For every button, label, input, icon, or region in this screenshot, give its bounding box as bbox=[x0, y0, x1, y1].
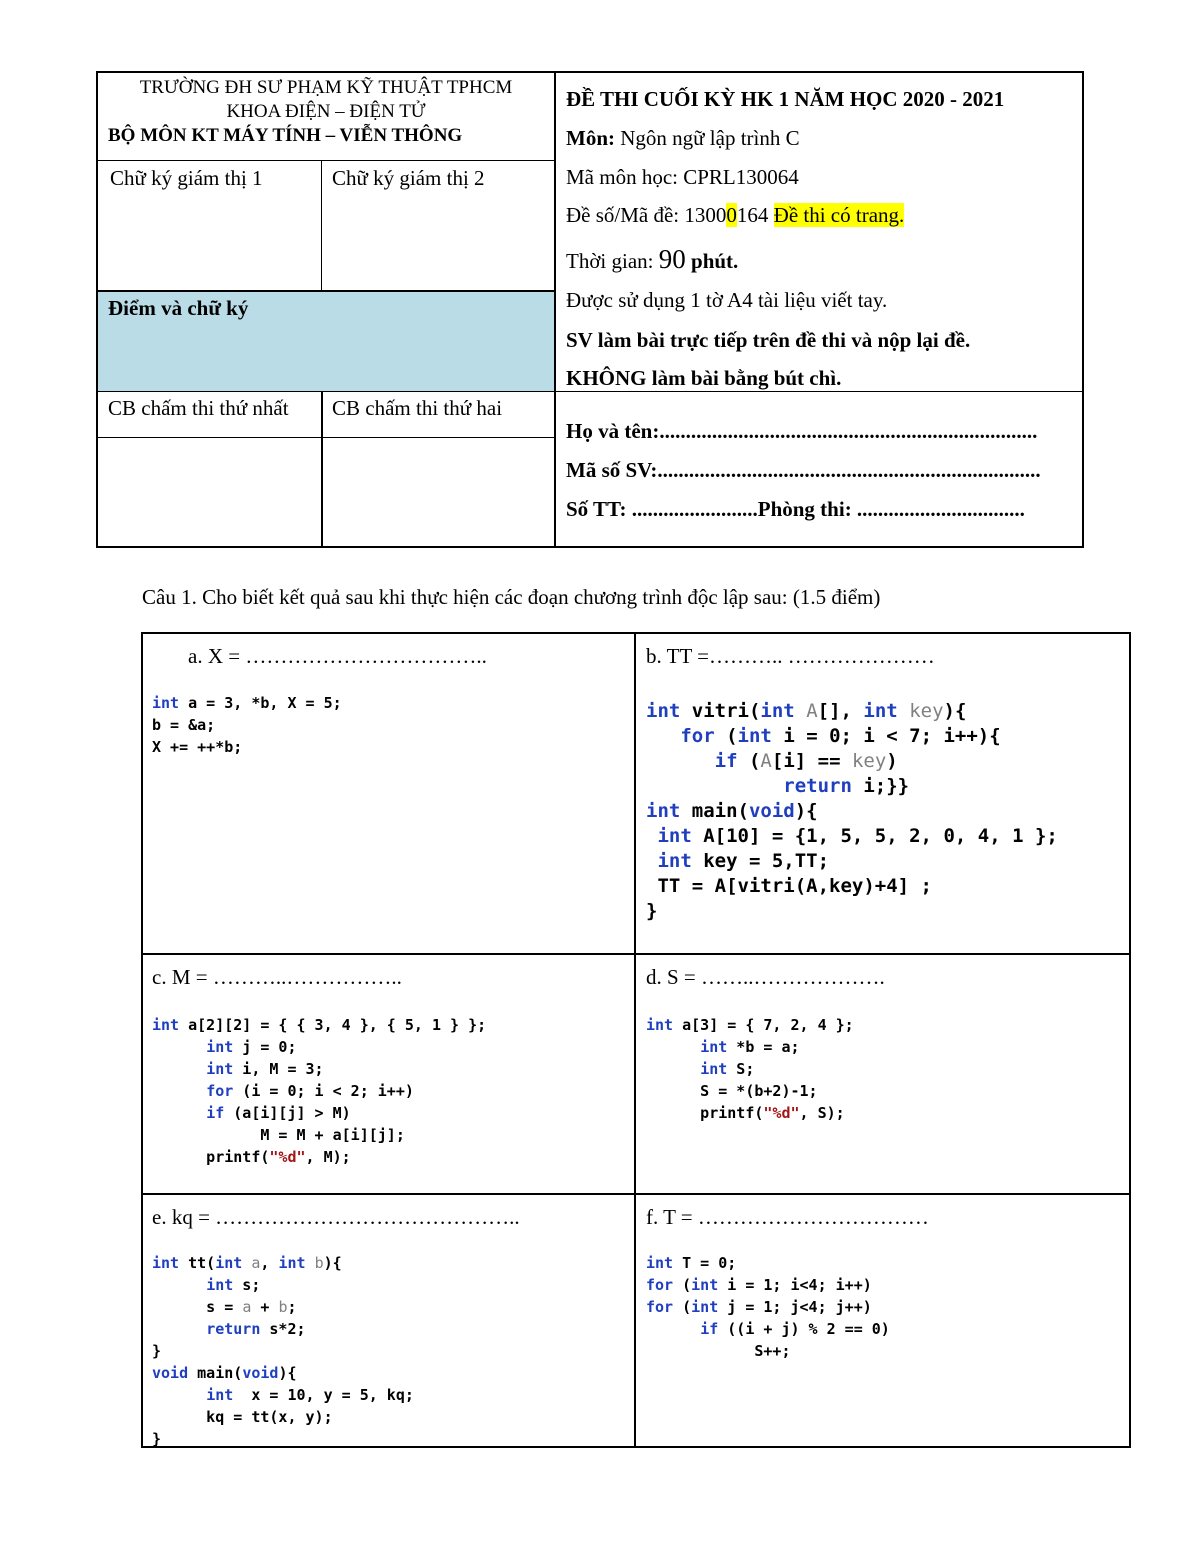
instruction-2: KHÔNG làm bài bằng bút chì. bbox=[566, 366, 842, 390]
answer-a-label[interactable]: a. X = …………………………….. bbox=[188, 644, 487, 668]
code-snippet-b: int vitri(int A[], int key){ for (int i = 0; i < 7; i++){ if (A[i] == key) return i;}} int main(void){ int A[10] = {1, 5, 5, 2, 0, 4, 1 }; int key = 5,TT; TT = A[vitri(A,key)+4] ; } bbox=[646, 700, 1058, 922]
code-snippet-f: int T = 0; for (int i = 1; i<4; i++) for (int j = 1; j<4; j++) if ((i + j) % 2 == 0) S++; bbox=[646, 1254, 890, 1360]
code-snippet-d: int a[3] = { 7, 2, 4 }; int *b = a; int S; S = *(b+2)-1; printf("%d", S); bbox=[646, 1016, 854, 1122]
invigilator-1-label: Chữ ký giám thị 1 bbox=[110, 166, 263, 190]
exam-code-mid: 1 bbox=[736, 203, 748, 227]
order-room-line bbox=[566, 496, 1025, 522]
subject-label: Môn: bbox=[566, 126, 615, 150]
subject-value: Ngôn ngữ lập trình C bbox=[615, 126, 800, 150]
student-name-field[interactable]: Họ và tên:........................................................................ bbox=[566, 419, 1038, 443]
answer-b-label[interactable]: b. TT =……….. ………………… bbox=[646, 644, 935, 668]
school-name: TRƯỜNG ĐH SƯ PHẠM KỸ THUẬT TPHCM bbox=[139, 77, 513, 98]
grader-1-label: CB chấm thi thứ nhất bbox=[108, 396, 289, 420]
time-label: Thời gian: bbox=[566, 249, 659, 273]
answer-f-label[interactable]: f. T = …………………………… bbox=[646, 1205, 929, 1229]
student-id-field[interactable]: Mã số SV:......................................................................... bbox=[566, 458, 1041, 482]
code-snippet-e: int tt(int a, int b){ int s; s = a + b; return s*2; } void main(void){ int x = 10, y = 5, kq; kq = tt(x, y); } bbox=[152, 1254, 414, 1448]
grader-2-label: CB chấm thi thứ hai bbox=[332, 396, 503, 420]
materials-note: Được sử dụng 1 tờ A4 tài liệu viết tay. bbox=[566, 288, 888, 312]
exam-code-prefix: Đề số/Mã đề: 1300 bbox=[566, 203, 727, 227]
faculty-name: KHOA ĐIỆN – ĐIỆN TỬ bbox=[226, 101, 426, 122]
instruction-1: SV làm bài trực tiếp trên đề thi và nộp lại đề. bbox=[566, 328, 971, 352]
exam-code-highlight: 0 bbox=[726, 203, 737, 227]
exam-code-suffix: 64 bbox=[747, 203, 774, 227]
time-unit: phút. bbox=[685, 249, 739, 273]
answer-e-label[interactable]: e. kq = …………………………………….. bbox=[152, 1205, 520, 1229]
code-snippet-c: int a[2][2] = { { 3, 4 }, { 5, 1 } }; int j = 0; int i, M = 3; for (i = 0; i < 2; i++) if (a[i][j] > M) M = M + a[i][j]; printf("%d", M); bbox=[152, 1016, 487, 1166]
subject-line bbox=[566, 125, 800, 151]
time-value: 90 bbox=[658, 244, 686, 274]
exam-pages: Đề thi có trang. bbox=[773, 203, 905, 227]
course-code: Mã môn học: CPRL130064 bbox=[566, 165, 799, 189]
exam-title: ĐỀ THI CUỐI KỲ HK 1 NĂM HỌC 2020 - 2021 bbox=[566, 87, 1005, 111]
exam-code-line bbox=[566, 202, 904, 228]
time-line bbox=[566, 246, 738, 274]
code-snippet-a: int a = 3, *b, X = 5; b = &a; X += ++*b; bbox=[152, 694, 342, 756]
question-1-title: Câu 1. Cho biết kết quả sau khi thực hiện các đoạn chương trình độc lập sau: (1.5 điểm) bbox=[142, 585, 881, 609]
score-signature-label: Điểm và chữ ký bbox=[108, 296, 249, 320]
invigilator-2-label: Chữ ký giám thị 2 bbox=[332, 166, 485, 190]
department-name: BỘ MÔN KT MÁY TÍNH – VIỄN THÔNG bbox=[108, 125, 463, 146]
order-number-field[interactable]: Số TT: ........................ bbox=[566, 497, 758, 521]
answer-c-label[interactable]: c. M = ………..…………….. bbox=[152, 965, 402, 989]
answer-d-label[interactable]: d. S = ……..………………. bbox=[646, 965, 885, 989]
room-field[interactable]: Phòng thi: ................................ bbox=[757, 497, 1025, 521]
